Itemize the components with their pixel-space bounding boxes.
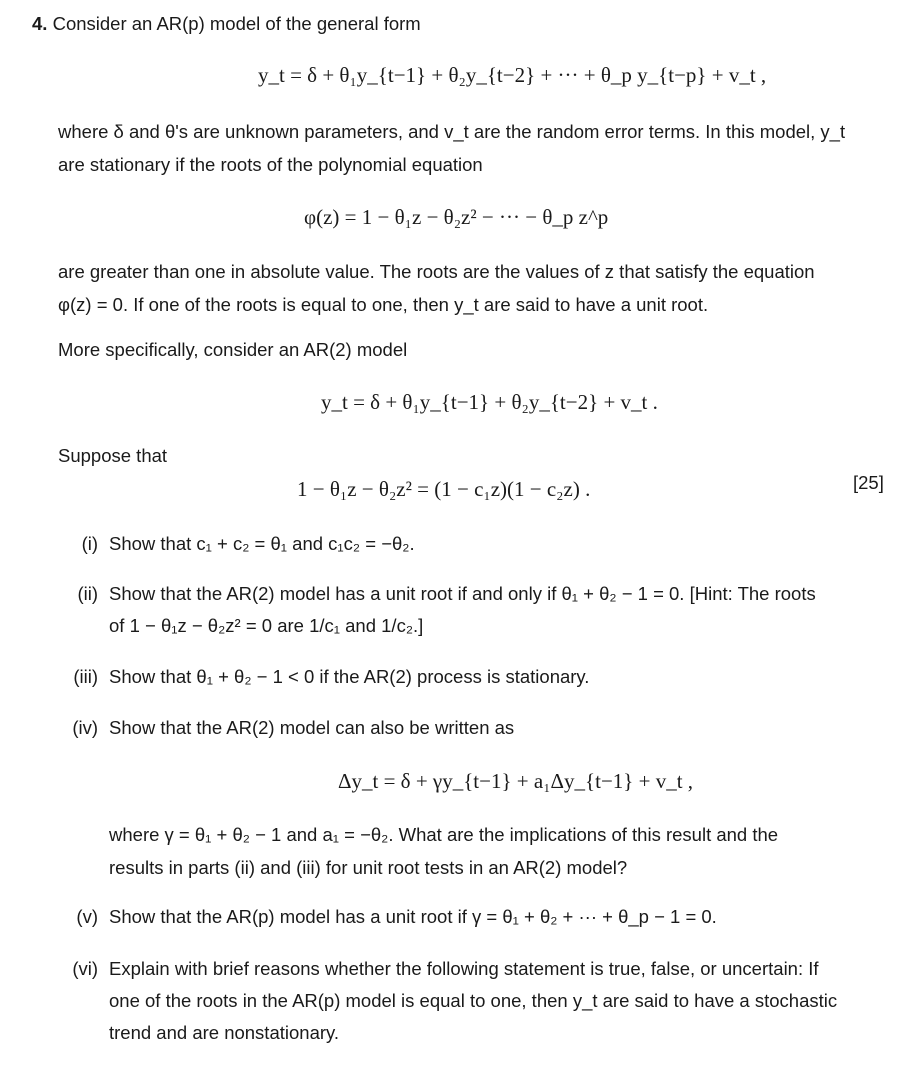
paragraph-1-line-1: where δ and θ's are unknown parameters, and v_t are the random error terms. In this model, y_t: [58, 121, 846, 142]
suppose-text: Suppose that: [58, 445, 168, 466]
part-i-text: Show that c₁ + c₂ = θ₁ and c₁c₂ = −θ₂.: [109, 533, 415, 554]
part-label-iii: (iii): [73, 666, 98, 687]
part-label-iv: (iv): [72, 717, 98, 738]
equation-polynomial: φ(z) = 1 − θ₁z − θ₂z² − ··· − θ_p z^p: [304, 205, 609, 229]
part-v-text: Show that the AR(p) model has a unit root if γ = θ₁ + θ₂ + ··· + θ_p − 1 = 0.: [109, 906, 717, 927]
part-label-ii: (ii): [77, 583, 98, 604]
part-iv-text: Show that the AR(2) model can also be written as: [109, 717, 515, 738]
equation-factorization: 1 − θ₁z − θ₂z² = (1 − c₁z)(1 − c₂z) .: [297, 477, 591, 501]
equation-delta-form: Δy_t = δ + γy_{t−1} + a₁Δy_{t−1} + v_t ,: [338, 769, 694, 793]
part-vi-text-line-3: trend and are nonstationary.: [109, 1022, 340, 1043]
part-ii-text-line-1: Show that the AR(2) model has a unit root if and only if θ₁ + θ₂ − 1 = 0. [Hint: The roots: [109, 583, 816, 604]
part-label-vi: (vi): [72, 958, 98, 979]
part-iii-text: Show that θ₁ + θ₂ − 1 < 0 if the AR(2) process is stationary.: [109, 666, 590, 687]
question-number: 4.: [32, 13, 48, 34]
part-iv-after-line-1: where γ = θ₁ + θ₂ − 1 and a₁ = −θ₂. What are the implications of this result and the: [109, 824, 779, 845]
part-iv-after-line-2: results in parts (ii) and (iii) for unit root tests in an AR(2) model?: [109, 857, 628, 878]
marks-badge: [25]: [853, 472, 884, 493]
question-intro: [32, 13, 421, 35]
part-label-i: (i): [81, 533, 98, 554]
part-vi-text-line-2: one of the roots in the AR(p) model is equal to one, then y_t are said to have a stochastic: [109, 990, 838, 1011]
part-ii-text-line-2: of 1 − θ₁z − θ₂z² = 0 are 1/c₁ and 1/c₂.]: [109, 615, 424, 636]
paragraph-2-line-2: φ(z) = 0. If one of the roots is equal to one, then y_t are said to have a unit root.: [58, 294, 709, 315]
paragraph-3: More specifically, consider an AR(2) model: [58, 339, 408, 360]
intro-text: Consider an AR(p) model of the general form: [52, 13, 421, 34]
part-label-v: (v): [76, 906, 98, 927]
part-vi-text-line-1: Explain with brief reasons whether the following statement is true, false, or uncertain: If: [109, 958, 819, 979]
equation-ar2: y_t = δ + θ₁y_{t−1} + θ₂y_{t−2} + v_t .: [321, 390, 658, 414]
paragraph-1-line-2: are stationary if the roots of the polynomial equation: [58, 154, 483, 175]
equation-ar-general: y_t = δ + θ₁y_{t−1} + θ₂y_{t−2} + ··· + θ_p y_{t−p} + v_t ,: [258, 63, 767, 87]
paragraph-2-line-1: are greater than one in absolute value. The roots are the values of z that satisfy the equation: [58, 261, 815, 282]
